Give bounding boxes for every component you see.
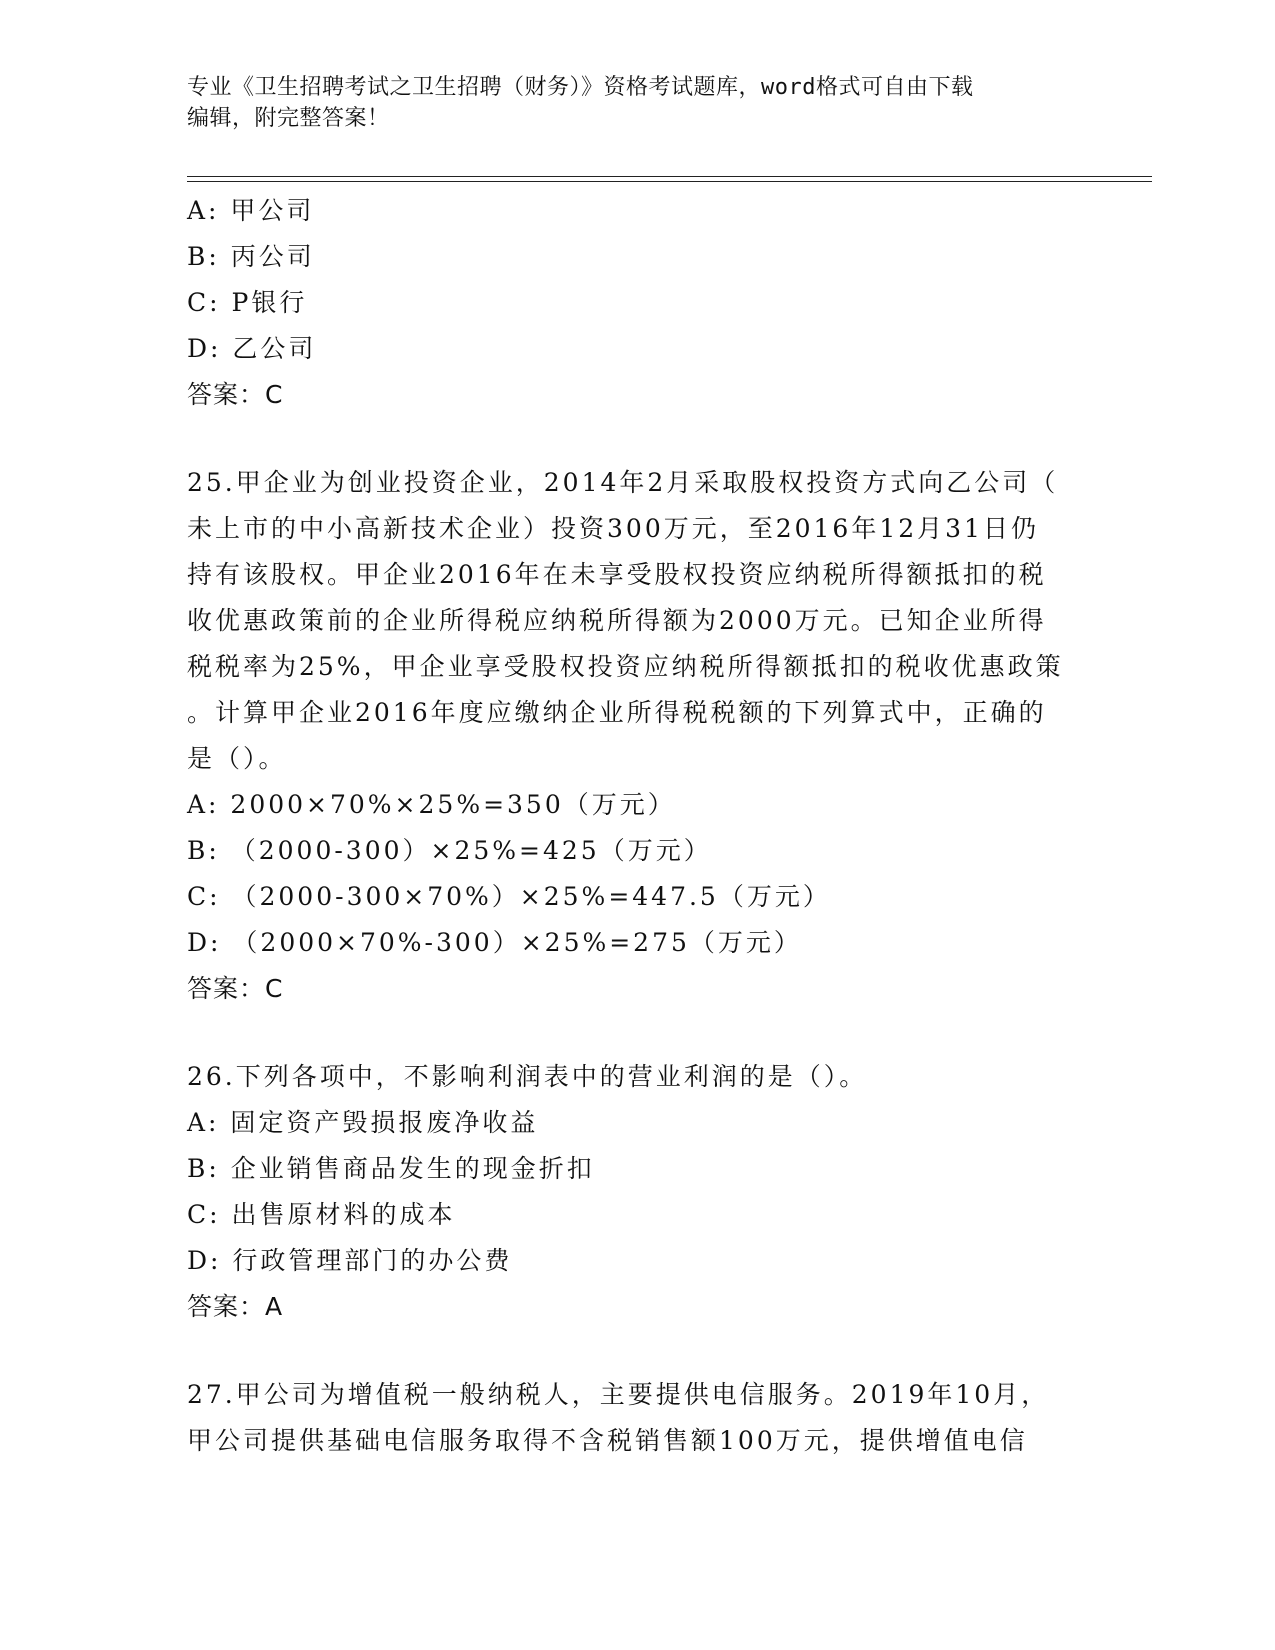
header-line-2: 编辑，附完整答案！ (187, 106, 390, 131)
option-c: C: （2000-300×70%）×25%=447.5（万元） (187, 882, 831, 911)
option-c: C: P银行 (187, 288, 308, 317)
question-line: 。计算甲企业2016年度应缴纳企业所得税税额的下列算式中，正确的 (187, 698, 1047, 727)
header-divider-bottom (187, 181, 1152, 182)
document-body (187, 188, 1087, 1464)
question-line: 甲公司提供基础电信服务取得不含税销售额100万元，提供增值电信 (187, 1426, 1028, 1455)
option-c: C: 出售原材料的成本 (187, 1200, 456, 1229)
spacer (187, 1012, 1087, 1054)
option-b: B: （2000-300）×25%=425（万元） (187, 836, 712, 865)
option-a: A: 固定资产毁损报废净收益 (187, 1108, 539, 1137)
question-25-options (187, 782, 1087, 966)
question-line: 收优惠政策前的企业所得税应纳税所得额为2000万元。已知企业所得 (187, 606, 1047, 635)
option-a: A: 甲公司 (187, 196, 315, 225)
header-divider-top (187, 176, 1152, 177)
option-a: A: 2000×70%×25%=350（万元） (187, 790, 676, 819)
header-line-1: 专业《卫生招聘考试之卫生招聘（财务）》资格考试题库，word格式可自由下载 (187, 75, 974, 100)
option-d: D: （2000×70%-300）×25%=275（万元） (187, 928, 802, 957)
question-24-answer: 答案：C (187, 380, 284, 409)
question-line: 税税率为25%，甲企业享受股权投资应纳税所得额抵扣的税收优惠政策 (187, 652, 1064, 681)
question-line: 是（）。 (187, 744, 287, 773)
question-25-answer: 答案：C (187, 974, 284, 1003)
question-25-text (187, 460, 1087, 782)
question-line: 27.甲公司为增值税一般纳税人，主要提供电信服务。2019年10月， (187, 1380, 1050, 1409)
question-line: 未上市的中小高新技术企业）投资300万元，至2016年12月31日仍 (187, 514, 1039, 543)
option-b: B: 企业销售商品发生的现金折扣 (187, 1154, 595, 1183)
option-d: D: 乙公司 (187, 334, 317, 363)
question-line: 持有该股权。甲企业2016年在未享受股权投资应纳税所得额抵扣的税 (187, 560, 1047, 589)
option-b: B: 丙公司 (187, 242, 315, 271)
question-26-answer: 答案：A (187, 1292, 284, 1321)
question-26-options (187, 1100, 1087, 1284)
page-header (187, 72, 1067, 134)
question-line: 26.下列各项中，不影响利润表中的营业利润的是（）。 (187, 1062, 868, 1091)
spacer (187, 418, 1087, 460)
question-26-text (187, 1054, 1087, 1100)
spacer (187, 1330, 1087, 1372)
option-d: D: 行政管理部门的办公费 (187, 1246, 513, 1275)
question-line: 25.甲企业为创业投资企业，2014年2月采取股权投资方式向乙公司（ (187, 468, 1059, 497)
question-24-options (187, 188, 1087, 372)
question-27-text (187, 1372, 1087, 1464)
